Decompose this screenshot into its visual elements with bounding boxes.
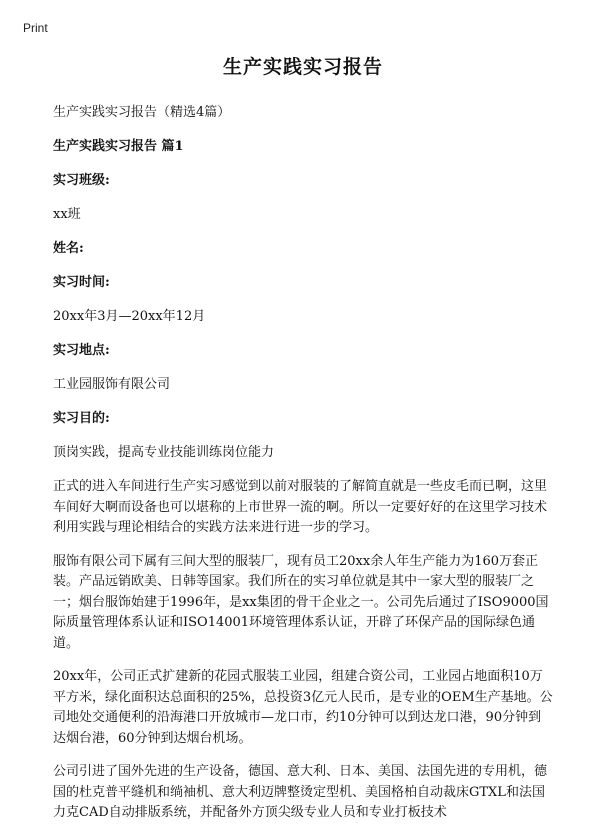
place-value: 工业园服饰有限公司 (53, 377, 171, 392)
document-subtitle: 生产实践实习报告（精选4篇） (53, 105, 231, 120)
paragraph-4: 公司引进了国外先进的生产设备，德国、意大利、日本、美国、法国先进的专用机，德国的杜克普平缝机和绱袖机、意大利迈牌整烫定型机、美国格柏自动裁床GTXL和法国力克CAD自动排版系统，并配备外方顶尖级专业人员和专业打板技术 (53, 764, 548, 820)
time-label: 实习时间: (53, 275, 110, 290)
document-body (53, 52, 553, 837)
paragraph-2: 服饰有限公司下属有三间大型的服装厂，现有员工20xx余人年生产能力为160万套正装。产品远销欧美、日韩等国家。我们所在的实习单位就是其中一家大型的服装厂之一；烟台服饰始建于1996年，是xx集团的骨干企业之一。公司先后通过了ISO9000国际质量管理体系认证和ISO14001环境管理体系认证，开辟了环保产品的国际绿色通道。 (53, 553, 549, 651)
paragraph-3: 20xx年，公司正式扩建新的花园式服装工业园，组建合资公司，工业园占地面积10万平方米，绿化面积达总面积的25%，总投资3亿元人民币，是专业的OEM生产基地。公司地处交通便利的沿海港口开放城市—龙口市，约10分钟可以到达龙口港，90分钟到达烟台港，60分钟到达烟台机场。 (53, 669, 553, 746)
section-heading: 生产实践实习报告 篇1 (53, 139, 184, 154)
purpose-label: 实习目的: (53, 411, 110, 426)
class-value: xx班 (53, 207, 81, 222)
time-value: 20xx年3月—20xx年12月 (53, 309, 206, 324)
paragraph-1: 正式的进入车间进行生产实习感觉到以前对服装的了解简直就是一些皮毛而已啊，这里车间好大啊而设备也可以堪称的上市世界一流的啊。所以一定要好好的在这里学习技术利用实践与理论相结合的实践方法来进行进一步的学习。 (53, 479, 548, 535)
document-title: 生产实践实习报告 (222, 56, 383, 78)
place-label: 实习地点: (53, 343, 110, 358)
class-label: 实习班级: (53, 173, 110, 188)
purpose-value: 顶岗实践，提高专业技能训练岗位能力 (53, 445, 275, 460)
name-label: 姓名: (53, 241, 84, 256)
print-link[interactable]: Print (23, 21, 48, 35)
